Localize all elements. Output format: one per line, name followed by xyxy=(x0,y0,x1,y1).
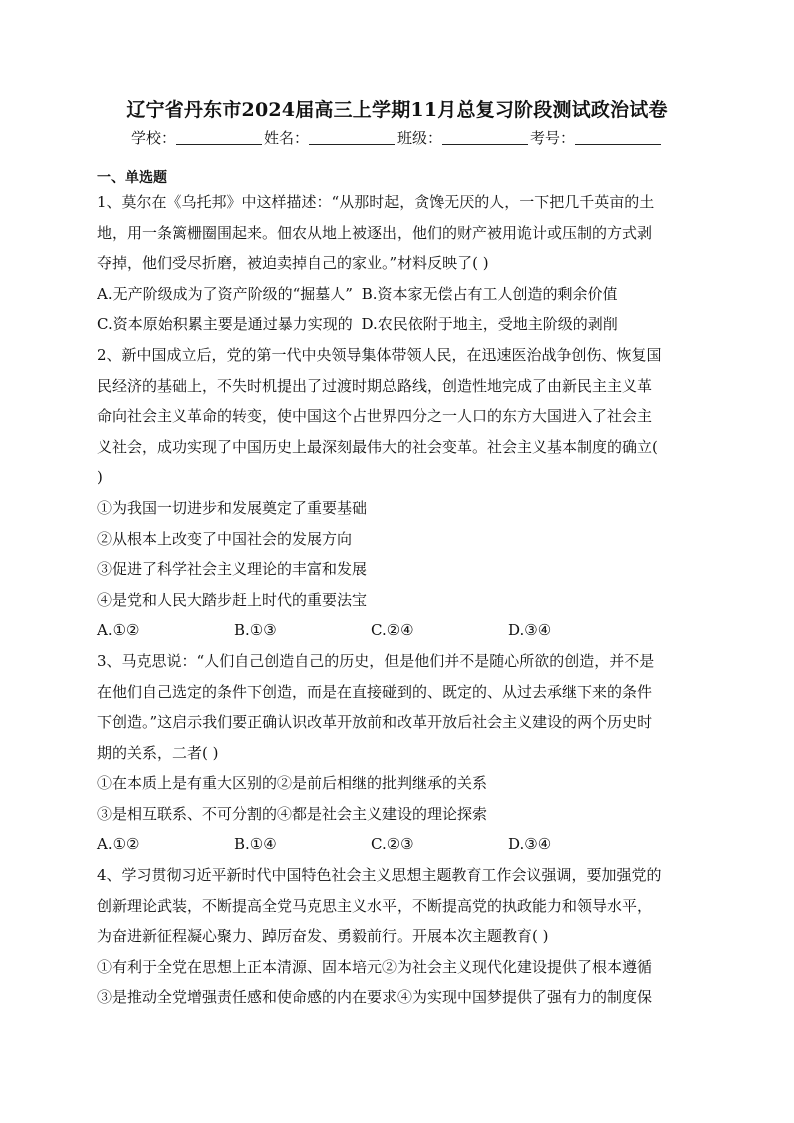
statement-3-4: ③是相互联系、不可分割的④都是社会主义建设的理论探索 xyxy=(97,804,488,823)
question-text-line: 1、莫尔在《乌托邦》中这样描述：“从那时起，贪馋无厌的人，一下把几千英亩的土 xyxy=(97,193,655,211)
exam-number-blank[interactable] xyxy=(575,129,661,145)
option-a[interactable]: A.无产阶级成为了资产阶级的“掘墓人” xyxy=(97,284,353,303)
question-text-line: 为奋进新征程凝心聚力、踔厉奋发、勇毅前行。开展本次主题教育( ) xyxy=(97,927,549,946)
name-label: 姓名： xyxy=(263,129,309,147)
option-b[interactable]: B.①③ xyxy=(234,621,277,640)
option-d[interactable]: D.③④ xyxy=(508,835,552,854)
option-b[interactable]: B.①④ xyxy=(234,835,277,854)
name-blank[interactable] xyxy=(309,129,395,145)
option-row xyxy=(97,615,702,646)
statement-4: ④是党和人民大踏步赶上时代的重要法宝 xyxy=(97,590,368,609)
question-text-line: 地，用一条篱栅圈围起来。佃农从地上被逐出，他们的财产被用诡计或压制的方式剥 xyxy=(97,223,653,242)
statement-3-4: ③是推动全党增强责任感和使命感的内在要求④为实现中国梦提供了强有力的制度保 xyxy=(97,988,653,1007)
question-text-line: 义社会，成功实现了中国历史上最深刻最伟大的社会变革。社会主义基本制度的确立( xyxy=(97,437,658,456)
class-label: 班级： xyxy=(397,129,443,147)
question-text-line: 4、学习贯彻习近平新时代中国特色社会主义思想主题教育工作会议强调，要加强党的 xyxy=(97,866,662,885)
option-b[interactable]: B.资本家无偿占有工人创造的剩余价值 xyxy=(361,284,618,303)
option-row xyxy=(97,309,702,340)
question-text-line: 下创造。”这启示我们要正确认识改革开放前和改革开放后社会主义建设的两个历史时 xyxy=(97,713,653,732)
question-text-line: 3、马克思说：“人们自己创造自己的历史，但是他们并不是随心所欲的创造，并不是 xyxy=(97,651,655,670)
question-text-line: 夺掉，他们受尽折磨，被迫卖掉自己的家业。”材料反映了( ) xyxy=(97,254,489,273)
option-a[interactable]: A.①② xyxy=(97,835,140,854)
question-3 xyxy=(97,646,702,860)
question-text-line: 民经济的基础上，不失时机提出了过渡时期总路线，创造性地完成了由新民主主义革 xyxy=(97,376,653,395)
question-text-line: 期的关系，二者( ) xyxy=(97,743,219,762)
question-text-line: ) xyxy=(97,468,103,487)
question-4 xyxy=(97,860,702,1013)
option-d[interactable]: D.③④ xyxy=(508,621,552,640)
section-title: 一、单选题 xyxy=(97,170,167,186)
option-row xyxy=(97,829,702,860)
question-text-line: 在他们自己选定的条件下创造，而是在直接碰到的、既定的、从过去承继下来的条件 xyxy=(97,682,653,701)
school-blank[interactable] xyxy=(176,129,262,145)
class-blank[interactable] xyxy=(442,129,528,145)
statement-1: ①为我国一切进步和发展奠定了重要基础 xyxy=(97,498,368,517)
questions-body xyxy=(97,187,702,1013)
question-text-line: 命向社会主义革命的转变，使中国这个占世界四分之一人口的东方大国进入了社会主 xyxy=(97,407,653,426)
option-a[interactable]: A.①② xyxy=(97,621,140,640)
option-row xyxy=(97,279,702,310)
question-text-line: 创新理论武装，不断提高全党马克思主义水平，不断提高党的执政能力和领导水平， xyxy=(97,896,653,915)
option-c[interactable]: C.②④ xyxy=(371,621,414,640)
student-info-line xyxy=(0,127,794,148)
statement-1-2: ①在本质上是有重大区别的②是前后相继的批判继承的关系 xyxy=(97,774,488,793)
statement-2: ②从根本上改变了中国社会的发展方向 xyxy=(97,529,353,548)
page-title: 辽宁省丹东市2024届高三上学期11月总复习阶段测试政治试卷 xyxy=(126,99,668,121)
question-1 xyxy=(97,187,702,340)
option-c[interactable]: C.②③ xyxy=(371,835,414,854)
question-text-line: 2、新中国成立后，党的第一代中央领导集体带领人民，在迅速医治战争创伤、恢复国 xyxy=(97,345,662,364)
statement-3: ③促进了科学社会主义理论的丰富和发展 xyxy=(97,560,368,579)
statement-1-2: ①有利于全党在思想上正本清源、固本培元②为社会主义现代化建设提供了根本遵循 xyxy=(97,957,653,976)
option-c[interactable]: C.资本原始积累主要是通过暴力实现的 xyxy=(97,315,353,334)
school-label: 学校： xyxy=(130,129,176,147)
question-2 xyxy=(97,340,702,646)
exam-number-label: 考号： xyxy=(530,129,576,147)
option-d[interactable]: D.农民依附于地主，受地主阶级的剥削 xyxy=(361,315,618,334)
